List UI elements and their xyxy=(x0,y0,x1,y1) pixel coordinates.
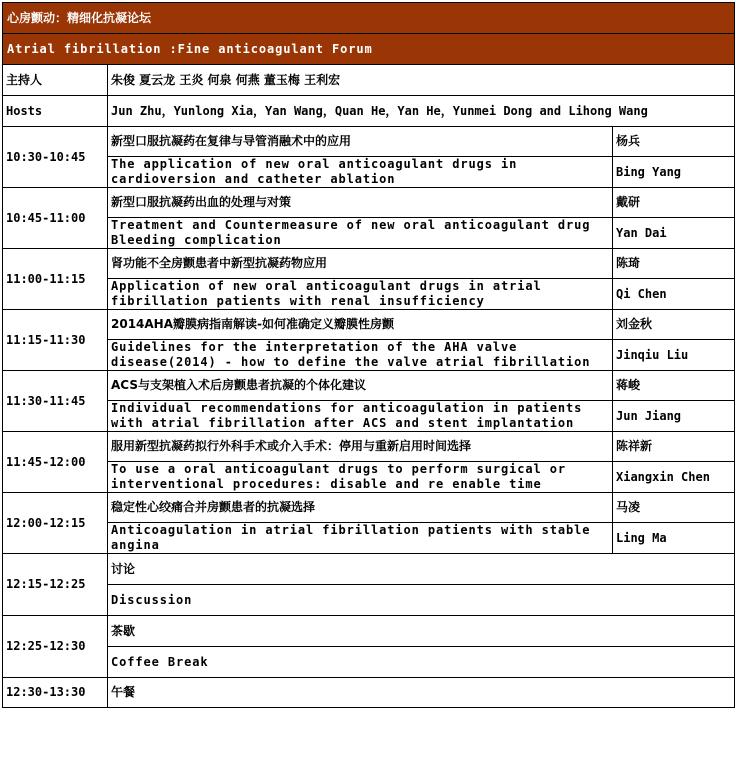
session-time: 11:45-12:00 xyxy=(3,432,108,493)
session-topic-en: Individual recommendations for anticoagulation in patients with atrial fibrillation after ACS and stent implantation xyxy=(108,401,613,432)
session-speaker-cn: 戴研 xyxy=(613,188,735,218)
session-topic-en: Guidelines for the interpretation of the AHA valve disease(2014) - how to define the valve atrial fibrillation xyxy=(108,340,613,371)
session-row-en xyxy=(3,279,735,310)
session-speaker-cn: 陈祥新 xyxy=(613,432,735,462)
session-topic-cn: 肾功能不全房颤患者中新型抗凝药物应用 xyxy=(108,249,613,279)
session-topic-cn: 服用新型抗凝药拟行外科手术或介入手术：停用与重新启用时间选择 xyxy=(108,432,613,462)
header-row-cn xyxy=(3,3,735,34)
session-speaker-cn: 蒋峻 xyxy=(613,371,735,401)
break-row-en xyxy=(3,647,735,678)
hosts-names-cn: 朱俊 夏云龙 王炎 何泉 何燕 董玉梅 王利宏 xyxy=(108,65,735,96)
agenda-table xyxy=(2,2,735,708)
session-speaker-en: Jinqiu Liu xyxy=(613,340,735,371)
session-row-en xyxy=(3,157,735,188)
forum-title-en: Atrial fibrillation :Fine anticoagulant Forum xyxy=(3,34,735,65)
break-label-en: Coffee Break xyxy=(108,647,735,678)
session-row-cn xyxy=(3,371,735,401)
session-speaker-en: Xiangxin Chen xyxy=(613,462,735,493)
session-speaker-cn: 陈琦 xyxy=(613,249,735,279)
break-row-en xyxy=(3,585,735,616)
lunch-time: 12:30-13:30 xyxy=(3,678,108,708)
session-time: 10:30-10:45 xyxy=(3,127,108,188)
session-row-en xyxy=(3,523,735,554)
session-speaker-en: Jun Jiang xyxy=(613,401,735,432)
session-topic-en: To use a oral anticoagulant drugs to perform surgical or interventional procedures: disable and re enable time xyxy=(108,462,613,493)
hosts-row-en xyxy=(3,96,735,127)
session-time: 10:45-11:00 xyxy=(3,188,108,249)
break-row-cn xyxy=(3,554,735,585)
session-row-en xyxy=(3,340,735,371)
session-row-en xyxy=(3,462,735,493)
session-time: 11:15-11:30 xyxy=(3,310,108,371)
session-topic-cn: 新型口服抗凝药在复律与导管消融术中的应用 xyxy=(108,127,613,157)
session-row-en xyxy=(3,401,735,432)
session-topic-en: Application of new oral anticoagulant drugs in atrial fibrillation patients with renal insufficiency xyxy=(108,279,613,310)
session-row-cn xyxy=(3,249,735,279)
break-time: 12:15-12:25 xyxy=(3,554,108,616)
break-label-en: Discussion xyxy=(108,585,735,616)
session-topic-cn: ACS与支架植入术后房颤患者抗凝的个体化建议 xyxy=(108,371,613,401)
session-time: 11:30-11:45 xyxy=(3,371,108,432)
session-speaker-cn: 马凌 xyxy=(613,493,735,523)
agenda xyxy=(2,2,734,708)
session-row-cn xyxy=(3,432,735,462)
session-topic-en: Treatment and Countermeasure of new oral anticoagulant drug Bleeding complication xyxy=(108,218,613,249)
session-speaker-cn: 杨兵 xyxy=(613,127,735,157)
session-topic-cn: 新型口服抗凝药出血的处理与对策 xyxy=(108,188,613,218)
session-time: 11:00-11:15 xyxy=(3,249,108,310)
session-row-cn xyxy=(3,127,735,157)
session-speaker-en: Ling Ma xyxy=(613,523,735,554)
session-topic-cn: 2014AHA瓣膜病指南解读-如何准确定义瓣膜性房颤 xyxy=(108,310,613,340)
session-row-en xyxy=(3,218,735,249)
hosts-row-cn xyxy=(3,65,735,96)
lunch-row xyxy=(3,678,735,708)
session-row-cn xyxy=(3,188,735,218)
hosts-label-cn: 主持人 xyxy=(3,65,108,96)
forum-title-cn: 心房颤动：精细化抗凝论坛 xyxy=(3,3,735,34)
session-speaker-cn: 刘金秋 xyxy=(613,310,735,340)
break-row-cn xyxy=(3,616,735,647)
break-label-cn: 讨论 xyxy=(108,554,735,585)
hosts-label-en: Hosts xyxy=(3,96,108,127)
header-row-en xyxy=(3,34,735,65)
session-speaker-en: Yan Dai xyxy=(613,218,735,249)
lunch-label-cn: 午餐 xyxy=(108,678,735,708)
session-topic-en: Anticoagulation in atrial fibrillation patients with stable angina xyxy=(108,523,613,554)
session-row-cn xyxy=(3,493,735,523)
session-speaker-en: Bing Yang xyxy=(613,157,735,188)
session-time: 12:00-12:15 xyxy=(3,493,108,554)
session-topic-cn: 稳定性心绞痛合并房颤患者的抗凝选择 xyxy=(108,493,613,523)
session-speaker-en: Qi Chen xyxy=(613,279,735,310)
session-topic-en: The application of new oral anticoagulant drugs in cardioversion and catheter ablation xyxy=(108,157,613,188)
session-row-cn xyxy=(3,310,735,340)
break-label-cn: 茶歇 xyxy=(108,616,735,647)
break-time: 12:25-12:30 xyxy=(3,616,108,678)
hosts-names-en: Jun Zhu，Yunlong Xia，Yan Wang，Quan He，Yan He，Yunmei Dong and Lihong Wang xyxy=(108,96,735,127)
